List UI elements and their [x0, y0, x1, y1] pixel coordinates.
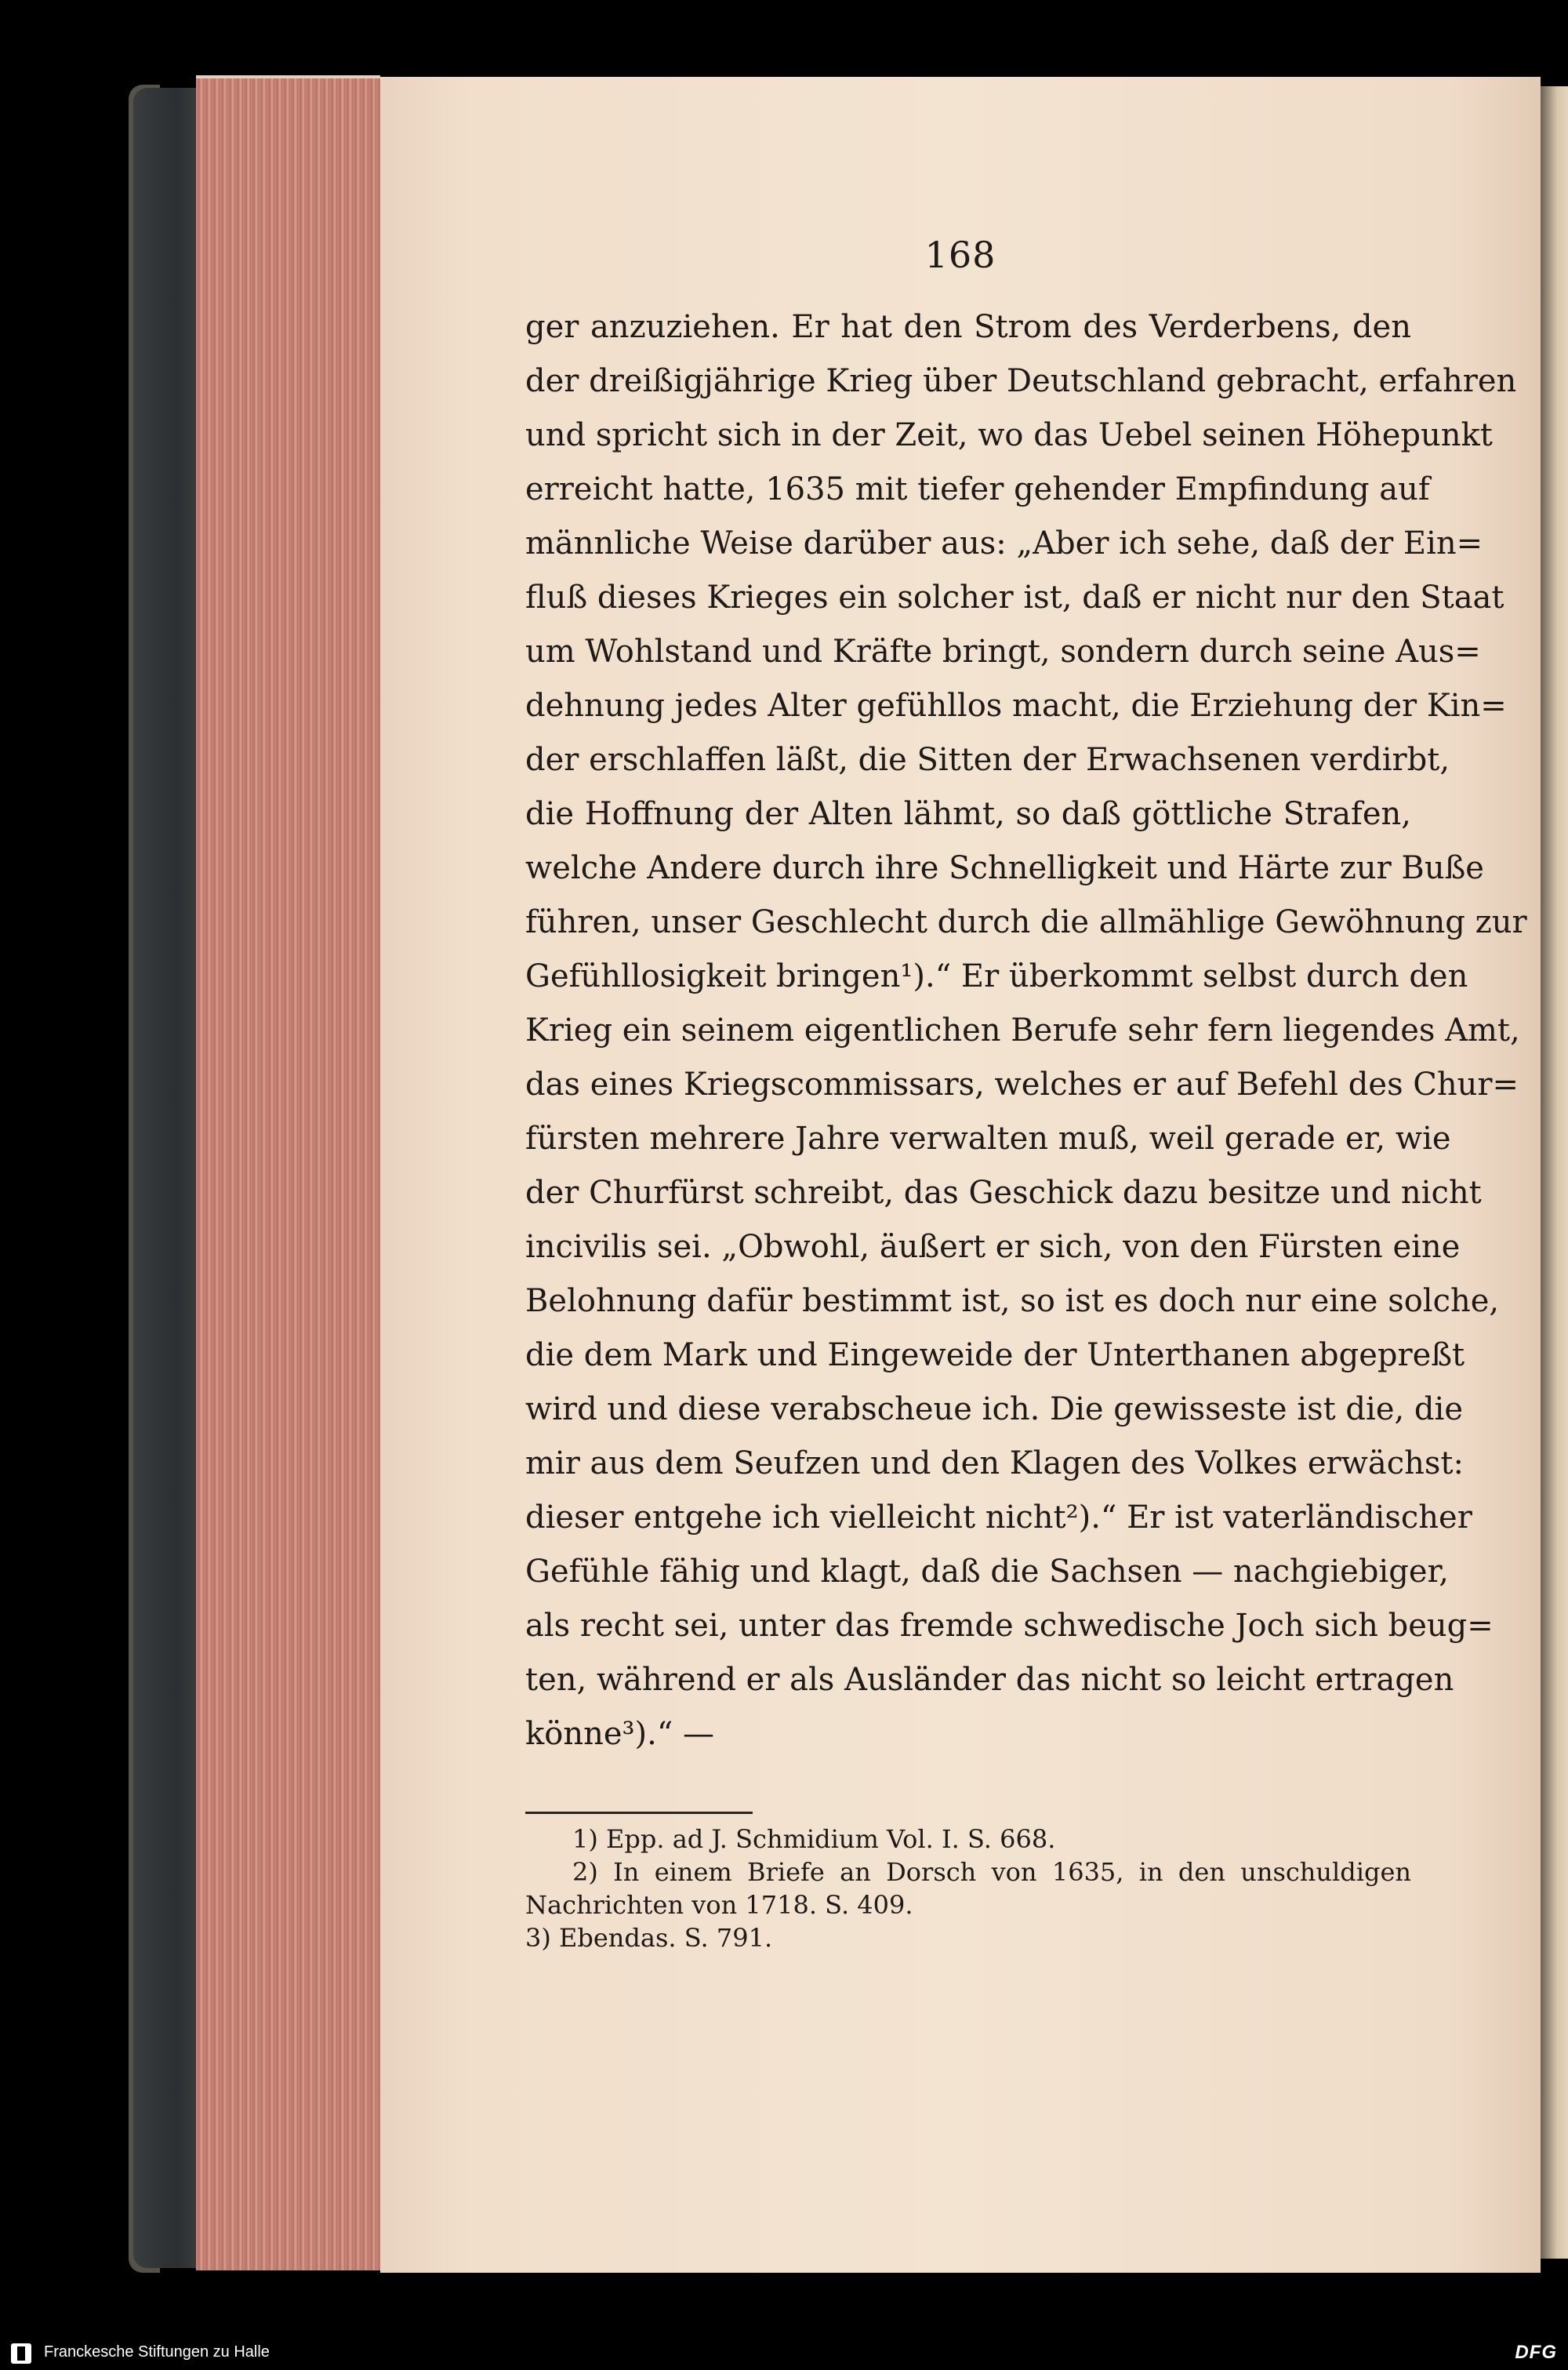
text-line: Gefühle fähig und klagt, daß die Sachsen — nachgiebiger, [525, 1554, 1449, 1590]
body-text [525, 300, 1527, 1761]
facing-page-edge [1541, 86, 1568, 2259]
text-line: könne³).“ — [525, 1716, 715, 1752]
text-line: das eines Kriegscommissars, welches er auf Befehl des Chur= [525, 1067, 1519, 1103]
footnote-divider [525, 1812, 753, 1814]
text-line: männliche Weise darüber aus: „Aber ich sehe, daß der Ein= [525, 525, 1483, 562]
text-line: der Churfürst schreibt, das Geschick dazu besitze und nicht [525, 1175, 1482, 1211]
page-block-edges [196, 78, 380, 2270]
page-number: 168 [924, 234, 996, 276]
text-line: der erschlaffen läßt, die Sitten der Erwachsenen verdirbt, [525, 742, 1450, 778]
text-line: fluß dieses Krieges ein solcher ist, daß er nicht nur den Staat [525, 580, 1504, 616]
text-line: als recht sei, unter das fremde schwedische Joch sich beug= [525, 1608, 1494, 1644]
text-line: welche Andere durch ihre Schnelligkeit und Härte zur Buße [525, 850, 1484, 886]
text-line: die dem Mark und Eingeweide der Unterthanen abgepreßt [525, 1337, 1465, 1373]
footnote: 3) Ebendas. S. 791. [525, 1923, 773, 1953]
footnote: 1) Epp. ad J. Schmidium Vol. I. S. 668. [572, 1824, 1056, 1854]
footnote: 2) In einem Briefe an Dorsch von 1635, in den unschuldigen [572, 1857, 1411, 1887]
text-line: ger anzuziehen. Er hat den Strom des Verderbens, den [525, 309, 1411, 345]
institution-logo-icon [11, 2343, 31, 2364]
text-line: um Wohlstand und Kräfte bringt, sondern durch seine Aus= [525, 634, 1481, 670]
text-line: der dreißigjährige Krieg über Deutschland gebracht, erfahren [525, 363, 1517, 399]
text-line: wird und diese verabscheue ich. Die gewisseste ist die, die [525, 1391, 1463, 1427]
text-line: Belohnung dafür bestimmt ist, so ist es doch nur eine solche, [525, 1283, 1500, 1319]
text-line: Krieg ein seinem eigentlichen Berufe sehr fern liegendes Amt, [525, 1012, 1520, 1049]
text-line: dehnung jedes Alter gefühllos macht, die Erziehung der Kin= [525, 688, 1507, 724]
text-line: die Hoffnung der Alten lähmt, so daß göttliche Strafen, [525, 796, 1411, 832]
viewer-footer [0, 2339, 1568, 2370]
book-page [380, 77, 1541, 2273]
institution-name: Franckesche Stiftungen zu Halle [44, 2343, 270, 2361]
footnote-continuation: Nachrichten von 1718. S. 409. [525, 1890, 913, 1920]
text-line: und spricht sich in der Zeit, wo das Uebel seinen Höhepunkt [525, 417, 1493, 453]
text-line: dieser entgehe ich vielleicht nicht²).“ Er ist vaterländischer [525, 1499, 1472, 1536]
text-line: Gefühllosigkeit bringen¹).“ Er überkommt selbst durch den [525, 958, 1468, 994]
text-line: ten, während er als Ausländer das nicht so leicht ertragen [525, 1662, 1454, 1698]
text-line: führen, unser Geschlecht durch die allmählige Gewöhnung zur [525, 904, 1527, 940]
text-line: mir aus dem Seufzen und den Klagen des Volkes erwächst: [525, 1445, 1464, 1481]
text-line: incivilis sei. „Obwohl, äußert er sich, von den Fürsten eine [525, 1229, 1461, 1265]
text-line: fürsten mehrere Jahre verwalten muß, weil gerade er, wie [525, 1121, 1451, 1157]
footnotes [525, 1823, 1411, 1954]
dfg-badge: DFG [1515, 2342, 1557, 2363]
text-line: erreicht hatte, 1635 mit tiefer gehender Empfindung auf [525, 471, 1430, 507]
